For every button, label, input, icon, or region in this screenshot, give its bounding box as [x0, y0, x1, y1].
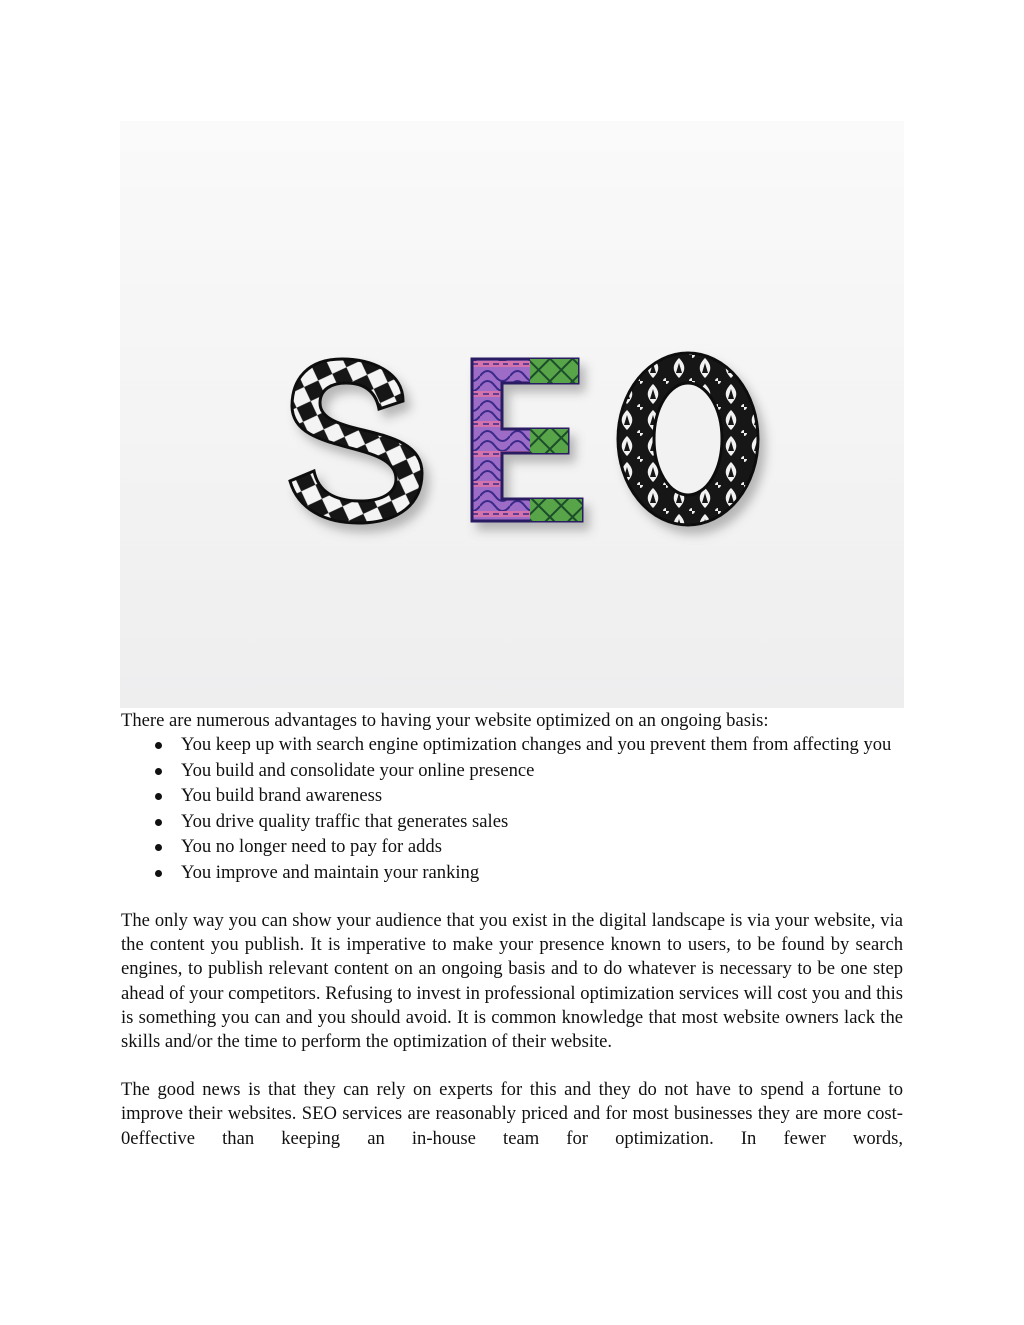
bullet-icon: [155, 742, 162, 749]
list-item: You drive quality traffic that generates sales: [121, 810, 903, 834]
bullet-icon: [155, 819, 162, 826]
seo-letters-illustration: [120, 121, 904, 708]
list-item: You keep up with search engine optimization changes and you prevent them from affecting you: [121, 733, 903, 757]
list-item: You improve and maintain your ranking: [121, 861, 903, 885]
seo-letters-photo: [120, 121, 904, 708]
list-item: You no longer need to pay for adds: [121, 835, 903, 859]
bullet-icon: [155, 793, 162, 800]
paragraph-digital-presence: The only way you can show your audience that you exist in the digital landscape is via your website, via the content you publish. It is imperative to make your presence known to users, to be found by search engines, to publish relevant content on an ongoing basis and to do whatever is necessary to be one step ahead of your competitors. Refusing to invest in professional optimization services will cost you and this is something you can and you should avoid. It is common knowledge that most website owners lack the skills and/or the time to perform the optimization of their website.: [121, 909, 903, 1052]
list-item: You build and consolidate your online presence: [121, 759, 903, 783]
intro-text: There are numerous advantages to having your website optimized on an ongoing basis:: [121, 710, 769, 731]
letter-o: [618, 353, 758, 525]
bullet-icon: [155, 844, 162, 851]
bullet-icon: [155, 870, 162, 877]
article-body: [121, 709, 903, 1151]
bullet-icon: [155, 768, 162, 775]
advantages-list: [121, 733, 903, 885]
list-item: You build brand awareness: [121, 784, 903, 808]
paragraph-good-news: The good news is that they can rely on experts for this and they do not have to spend a fortune to improve their websites. SEO services are reasonably priced and for most businesses they are more cost-0effective than keeping an in-house team for optimization. In fewer words,: [121, 1079, 903, 1149]
